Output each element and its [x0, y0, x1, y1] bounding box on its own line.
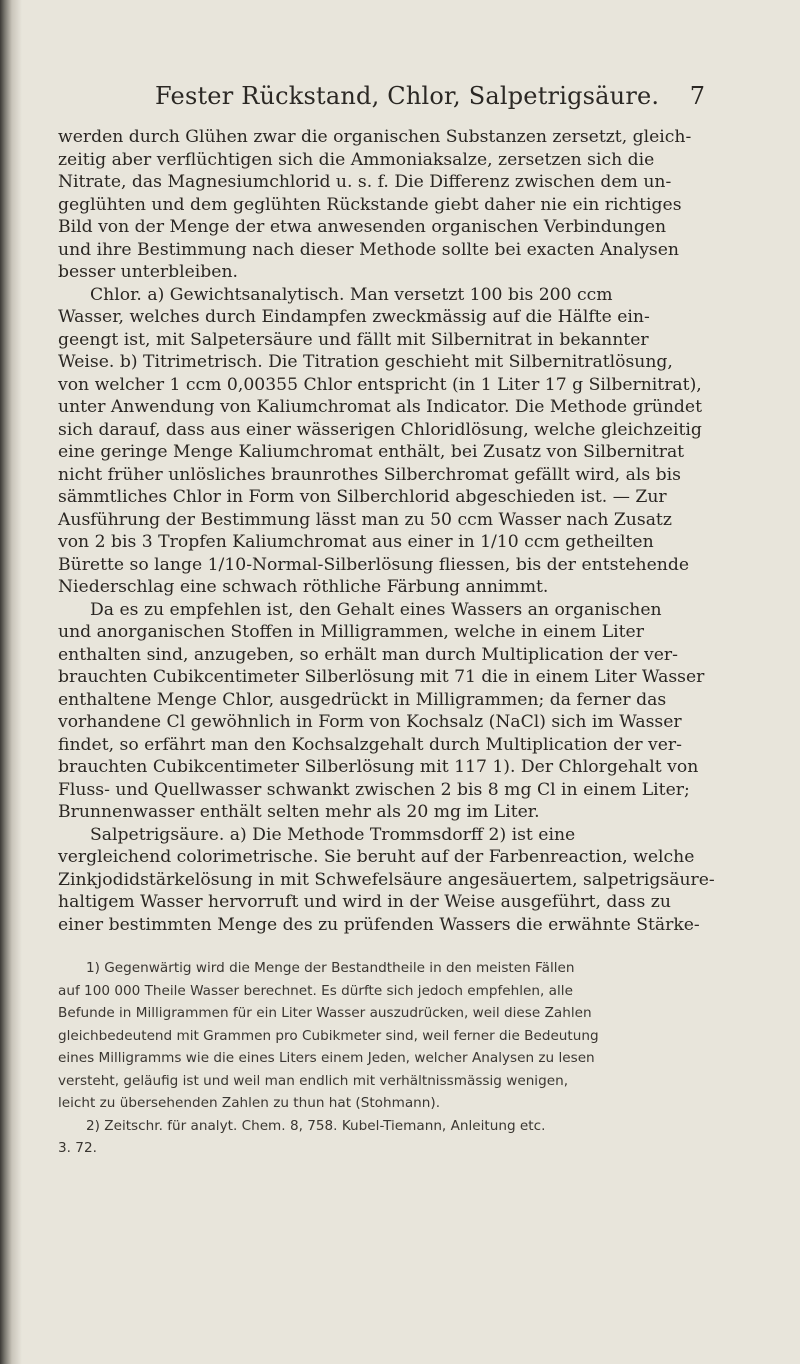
text-line: Wasser, welches durch Eindampfen zweckmässig auf die Hälfte ein- [58, 307, 650, 327]
text-line: Nitrate, das Magnesiumchlorid u. s. f. Die Differenz zwischen dem un- [58, 172, 672, 192]
text-line: nicht früher unlösliches braunrothes Silberchromat gefällt wird, als bis [58, 464, 681, 485]
text-line: sich darauf, dass aus einer wässerigen Chloridlösung, welche gleichzeitig [58, 419, 702, 440]
text-line: und anorganischen Stoffen in Milligrammen, welche in einem Liter [58, 622, 644, 642]
text-line: Brunnenwasser enthält selten mehr als 20 mg im Liter. [58, 802, 540, 822]
text-line: brauchten Cubikcentimeter Silberlösung mit 71 die in einem Liter Wasser [58, 667, 705, 687]
text-line: Ausführung der Bestimmung lässt man zu 50 ccm Wasser nach Zusatz [58, 509, 672, 530]
text-line: brauchten Cubikcentimeter Silberlösung mit 117 1). Der Chlorgehalt von [58, 757, 699, 777]
footnote-line: leicht zu übersehenden Zahlen zu thun hat (Stohmann). [58, 1095, 441, 1111]
text-line: sämmtliches Chlor in Form von Silberchlorid abgeschieden ist. — Zur [58, 487, 667, 507]
text-line: einer bestimmten Menge des zu prüfenden Wassers die erwähnte Stärke- [58, 914, 700, 935]
paragraph-start: Da es zu empfehlen ist, den Gehalt eines Wassers an organischen [90, 599, 662, 620]
page-gutter-shadow [0, 0, 22, 1364]
text-line: eine geringe Menge Kaliumchromat enthält, bei Zusatz von Silbernitrat [58, 442, 685, 462]
footnote-line: gleichbedeutend mit Grammen pro Cubikmeter sind, weil ferner die Bedeutung [58, 1027, 599, 1044]
text-line: haltigem Wasser hervorruft und wird in der Weise ausgeführt, dass zu [58, 892, 671, 912]
text-line: unter Anwendung von Kaliumchromat als Indicator. Die Methode gründet [58, 397, 703, 417]
text-line: vorhandene Cl gewöhnlich in Form von Kochsalz (NaCl) sich im Wasser [58, 712, 682, 732]
text-line: Fluss- und Quellwasser schwankt zwischen 2 bis 8 mg Cl in einem Liter; [58, 779, 690, 800]
text-line: Niederschlag eine schwach röthliche Färbung annimmt. [58, 577, 549, 597]
text-line: Bild von der Menge der etwa anwesenden organischen Verbindungen [58, 217, 667, 237]
text-line: enthaltene Menge Chlor, ausgedrückt in Milligrammen; da ferner das [58, 689, 667, 710]
text-line: findet, so erfährt man den Kochsalzgehalt durch Multiplication der ver- [58, 734, 682, 755]
page-number: 7 [689, 82, 705, 110]
footnote-line: Befunde in Milligrammen für ein Liter Wasser auszudrücken, weil diese Zahlen [58, 1005, 592, 1021]
text-line: Weise. b) Titrimetrisch. Die Titration geschieht mit Silbernitratlösung, [58, 352, 673, 372]
text-line: Zinkjodidstärkelösung in mit Schwefelsäure angesäuertem, salpetrigsäure- [58, 869, 715, 890]
text-line: von 2 bis 3 Tropfen Kaliumchromat aus einer in 1/10 ccm getheilten [58, 532, 654, 552]
footnotes [58, 959, 716, 1162]
text-line: geengt ist, mit Salpetersäure und fällt mit Silbernitrat in bekannter [58, 329, 649, 350]
text-line: von welcher 1 ccm 0,00355 Chlor entspricht (in 1 Liter 17 g Silbernitrat), [58, 374, 702, 395]
text-line: vergleichend colorimetrische. Sie beruht auf der Farbenreaction, welche [58, 847, 695, 867]
chlor-section-start: Chlor. a) Gewichtsanalytisch. Man versetzt 100 bis 200 ccm [90, 284, 613, 305]
footnote-line: auf 100 000 Theile Wasser berechnet. Es dürfte sich jedoch empfehlen, alle [58, 982, 573, 999]
page-header [60, 82, 705, 114]
text-line: enthalten sind, anzugeben, so erhält man durch Multiplication der ver- [58, 644, 678, 665]
text-line: geglühten und dem geglühten Rückstande giebt daher nie ein richtiges [58, 194, 682, 215]
running-title: Fester Rückstand, Chlor, Salpetrigsäure. [155, 82, 660, 110]
text-line: besser unterbleiben. [58, 262, 238, 282]
footnote-line: versteht, geläufig ist und weil man endlich mit verhältnissmässig wenigen, [58, 1072, 569, 1089]
text-line: und ihre Bestimmung nach dieser Methode sollte bei exacten Analysen [58, 239, 679, 260]
footnote-2: 2) Zeitschr. für analyt. Chem. 8, 758. Kubel-Tiemann, Anleitung etc. [86, 1117, 546, 1134]
salpetrigsaeure-section-start: Salpetrigsäure. a) Die Methode Trommsdorff 2) ist eine [90, 824, 576, 845]
text-line: zeitig aber verflüchtigen sich die Ammoniaksalze, zersetzen sich die [58, 149, 655, 170]
main-text [58, 126, 716, 936]
footnote-1: 1) Gegenwärtig wird die Menge der Bestandtheile in den meisten Fällen [86, 960, 575, 976]
text-line: werden durch Glühen zwar die organischen Substanzen zersetzt, gleich- [58, 127, 692, 147]
text-line: Bürette so lange 1/10-Normal-Silberlösung fliessen, bis der entstehende [58, 554, 690, 575]
footnote-line: eines Milligramms wie die eines Liters einem Jeden, welcher Analysen zu lesen [58, 1050, 595, 1066]
footnote-line: 3. 72. [58, 1140, 97, 1156]
